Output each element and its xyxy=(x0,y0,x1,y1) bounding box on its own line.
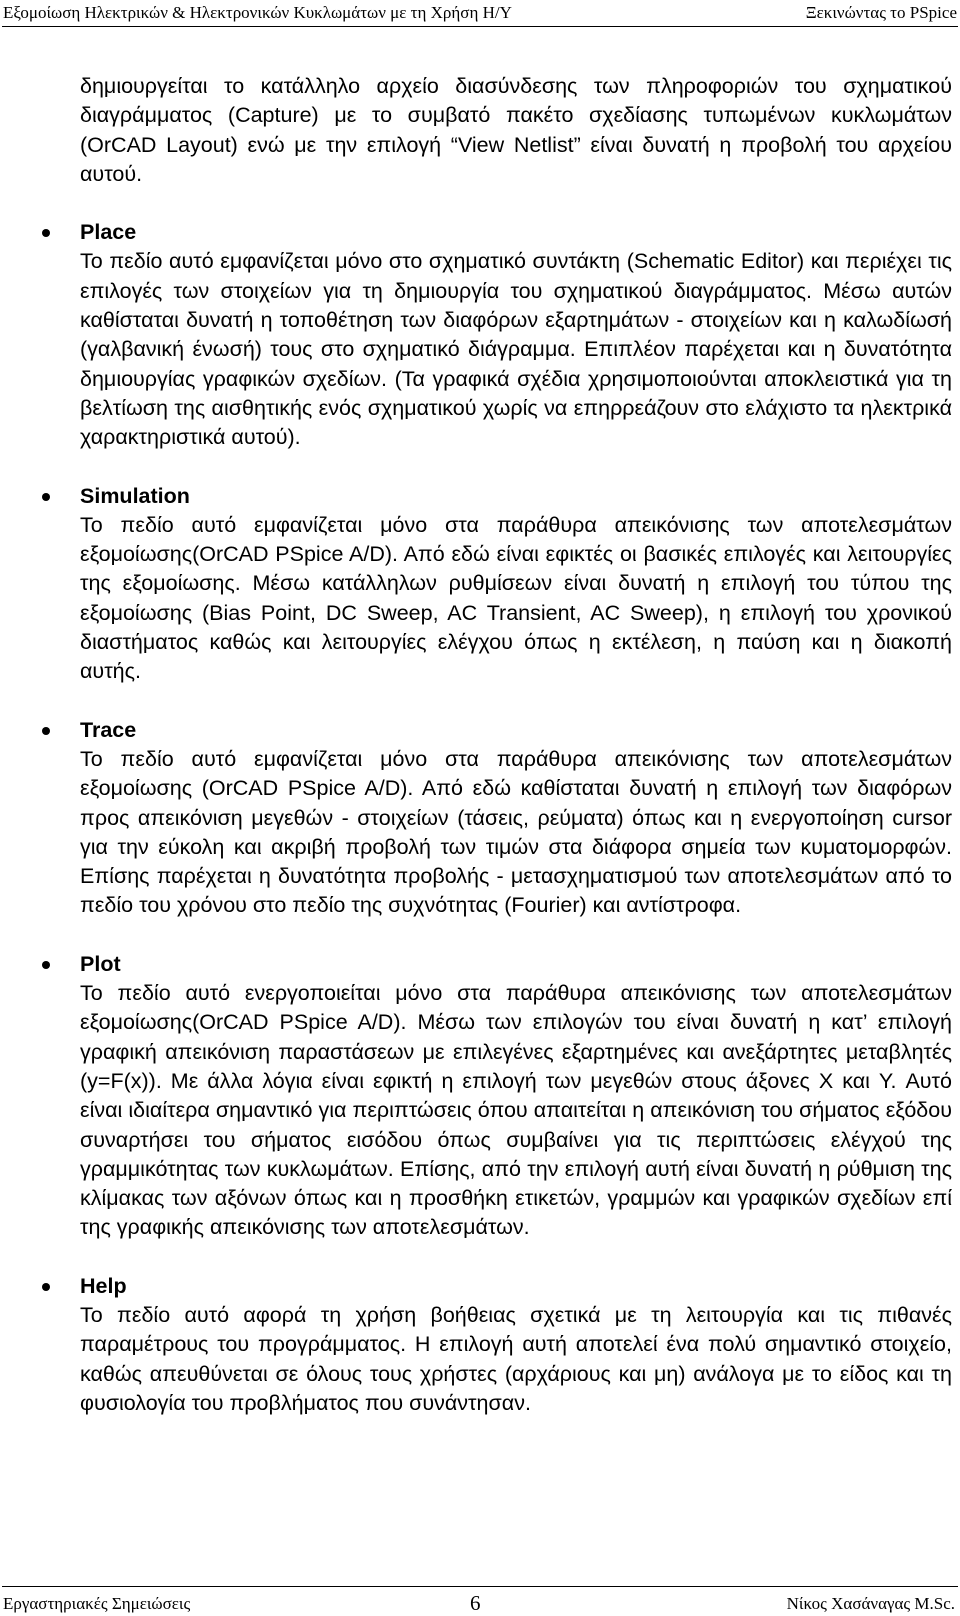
page-content xyxy=(80,72,952,1447)
menu-item-description: Το πεδίο αυτό εμφανίζεται μόνο στα παράθυρα απεικόνισης των αποτελεσμάτων εξομοίωσης(OrCAD PSpice A/D). Από εδώ είναι εφικτές οι βασικές επιλογές και λειτουργίες της εξομοίωσης. Μέσω κατάλληλων ρυθμίσεων είναι δυνατή η επιλογή του τύπου της εξομοίωσης (Bias Point, DC Sweep, AC Transient, AC Sweep), η επιλογή του χρονικού διαστήματος καθώς και λειτουργίες ελέγχου όπως η εκτέλεση, η παύση και η διακοπή αυτής. xyxy=(80,512,952,684)
page-number: 6 xyxy=(470,1591,481,1615)
menu-item-description: Το πεδίο αυτό εμφανίζεται μόνο στα παράθυρα απεικόνισης των αποτελεσμάτων εξομοίωσης (OrCAD PSpice A/D). Από εδώ καθίσταται δυνατή η επιλογή των διαφόρων προς απεικόνιση μεγεθών - στοιχείων (τάσεις, ρεύματα) όπως και η ενεργοποίηση cursor για την εύκολη και ακριβή προβολή των τιμών στα διάφορα σημεία των κυματομορφών. Επίσης παρέχεται η δυνατότητα προβολής - μετασχηματισμού των αποτελεσμάτων από το πεδίο του χρόνου στο πεδίο της συχνότητας (Fourier) και αντίστροφα. xyxy=(80,746,952,918)
menu-item-simulation xyxy=(80,482,952,687)
menu-item-title: Place xyxy=(80,220,137,245)
bullet-icon xyxy=(42,1283,50,1291)
menu-item-plot xyxy=(80,950,952,1243)
footer-author: Νίκος Χασάναγας M.Sc. xyxy=(786,1594,955,1613)
menu-item-help xyxy=(80,1272,952,1418)
menu-item-trace xyxy=(80,716,952,921)
page-footer xyxy=(0,1586,960,1616)
menu-item-description: Το πεδίο αυτό εμφανίζεται μόνο στο σχηματικό συντάκτη (Schematic Editor) και περιέχει τις επιλογές των στοιχείων για τη δημιουργία του σχηματικού διαγράμματος. Μέσω αυτών καθίσταται δυνατή η τοποθέτηση των διαφόρων εξαρτημάτων - στοιχείων και η καλωδίωσή (γαλβανική ένωσή) τους στο σχηματικό διάγραμμα. Επιπλέον παρέχεται και η δυνατότητα δημιουργίας γραφικών σχεδίων. (Τα γραφικά σχέδια χρησιμοποιούνται αποκλειστικά για τη βελτίωση της αισθητικής ενός σχηματικού χωρίς να επηρρεάζουν στο ελάχιστο τα ηλεκτρικά χαρακτηριστικά αυτού). xyxy=(80,249,952,450)
menu-item-title: Plot xyxy=(80,951,121,976)
menu-item-title: Trace xyxy=(80,717,137,742)
header-divider xyxy=(2,26,958,27)
bullet-icon xyxy=(42,493,50,501)
menu-item-description: Το πεδίο αυτό αφορά τη χρήση βοήθειας σχετικά με τη λειτουργία και τις πιθανές παραμέτρους του προγράμματος. Η επιλογή αυτή αποτελεί ένα πολύ σημαντικό στοιχείο, καθώς απευθύνεται σε όλους τους χρήστες (αρχάριους και μη) ανάλογα με το είδος και τη φυσιολογία του προβλήματος που συνάντησαν. xyxy=(80,1302,952,1415)
bullet-icon xyxy=(42,727,50,735)
intro-paragraph: δημιουργείται το κατάλληλο αρχείο διασύνδεσης των πληροφοριών του σχηματικού διαγράμματος (Capture) με το συμβατό πακέτο σχεδίασης τυπωμένων κυκλωμάτων (OrCAD Layout) ενώ με την επιλογή “View Netlist” είναι δυνατή η προβολή του αρχείου αυτού. xyxy=(80,74,952,186)
footer-series-title: Εργαστηριακές Σημειώσεις xyxy=(3,1594,191,1613)
bullet-icon xyxy=(42,229,50,237)
bullet-icon xyxy=(42,961,50,969)
page-header xyxy=(0,0,960,28)
menu-item-place xyxy=(80,218,952,452)
menu-item-title: Simulation xyxy=(80,483,190,508)
header-document-title: Εξομοίωση Ηλεκτρικών & Ηλεκτρονικών Κυκλωμάτων με τη Χρήση Η/Υ xyxy=(3,3,512,22)
menu-item-title: Help xyxy=(80,1273,127,1298)
header-chapter-title: Ξεκινώντας το PSpice xyxy=(805,3,957,22)
menu-item-description: Το πεδίο αυτό ενεργοποιείται μόνο στα παράθυρα απεικόνισης των αποτελεσμάτων εξομοίωσης(OrCAD PSpice A/D). Μέσω των επιλογών του είναι δυνατή η κατ’ επιλογή γραφική απεικόνιση παραστάσεων με επιλεγένες εξαρτημένες και ανεξάρτητες μεταβλητές (y=F(x)). Με άλλα λόγια είναι εφικτή η επιλογή των μεγεθών στους άξονες X και Y. Αυτό είναι ιδιαίτερα σημαντικό για περιπτώσεις όπου απαιτείται η απεικόνιση του σήματος εξόδου συναρτήσει του σήματος εισόδου όπως συμβαίνει για τις περιπτώσεις ελέγχού της γραμμικότητας των κυκλωμάτων. Επίσης, από την επιλογή αυτή είναι δυνατή η ρύθμιση της κλίμακας των αξόνων όπως και η προσθήκη ετικετών, γραμμών και γραφικών σχεδίων επί της γραφικής απεικόνισης των αποτελεσμάτων. xyxy=(80,981,952,1240)
footer-divider xyxy=(2,1586,958,1587)
